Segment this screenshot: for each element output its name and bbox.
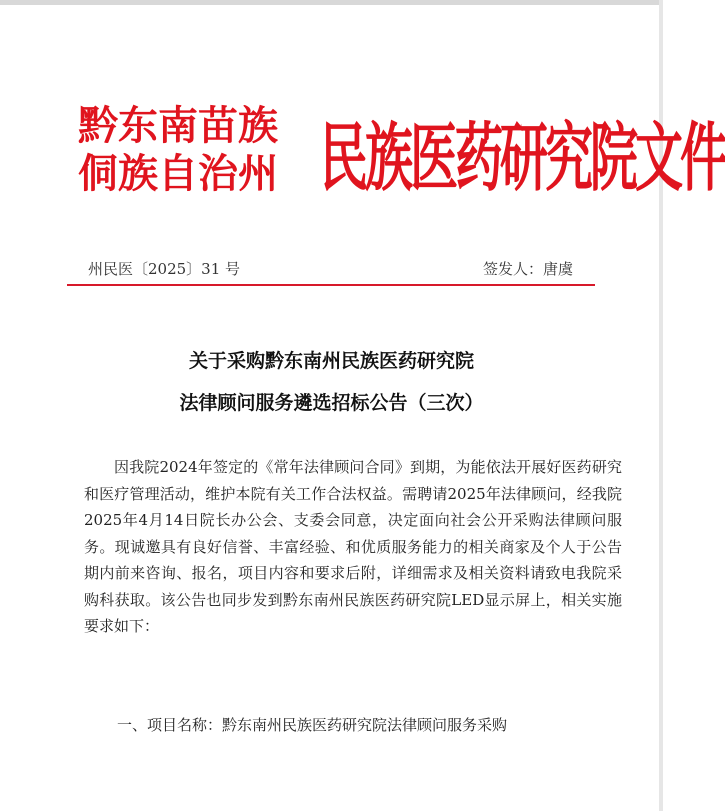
document-title: [0, 340, 663, 424]
title-line-1: 关于采购黔东南州民族医药研究院: [188, 350, 474, 372]
project-name-item: 一、项目名称：黔东南州民族医药研究院法律顾问服务采购: [117, 716, 508, 734]
document-header: [78, 96, 725, 206]
red-divider-line: [67, 284, 595, 286]
scan-top-edge: [0, 0, 663, 5]
issuer-left-line2: 侗族自治州: [78, 151, 278, 197]
issuer-left-line1: 黔东南苗族: [78, 103, 278, 149]
document-number: 州民医〔2025〕31 号: [88, 260, 241, 278]
signer: 签发人：唐虞: [482, 260, 573, 278]
title-line-2: 法律顾问服务遴选招标公告（三次）: [179, 392, 484, 414]
body-paragraph: 因我院2024年签定的《常年法律顾问合同》到期，为能依法开展好医药研究和医疗管理活动，维护本院有关工作合法权益。需聘请2025年法律顾问，经我院2025年4月14日院长办公会、支委会同意，决定面向社会公开采购法律顾问服务。现诚邀具有良好信誉、丰富经验、和优质服务能力的相关商家及个人于公告期内前来咨询、报名，项目内容和要求后附，详细需求及相关资料请致电我院采购科获取。该公告也同步发到黔东南州民族医药研究院LED显示屏上，相关实施要求如下：: [84, 458, 622, 635]
issuer-region-name: [78, 102, 318, 198]
issuer-institute-name: 民族医药研究院文件: [320, 114, 725, 202]
